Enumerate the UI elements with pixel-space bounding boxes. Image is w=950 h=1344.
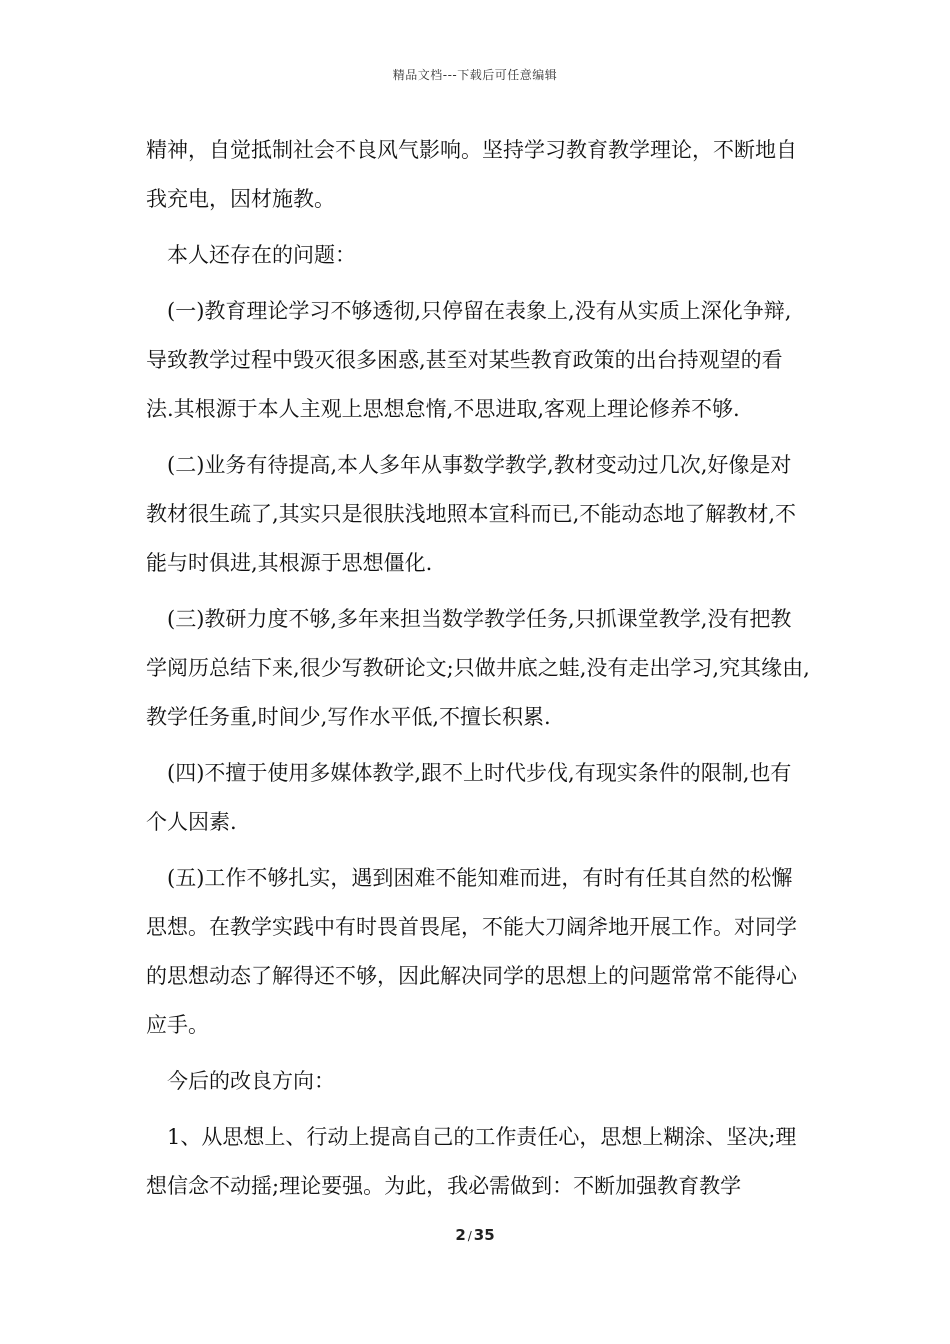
paragraph-problem-4: (四)不擅于使用多媒体教学,跟不上时代步伐,有现实条件的限制,也有个人因素. bbox=[146, 761, 792, 834]
current-page-number: 2 bbox=[455, 1226, 466, 1244]
document-body bbox=[146, 126, 810, 1211]
paragraph-problem-1: (一)教育理论学习不够透彻,只停留在表象上,没有从实质上深化争辩,导致教学过程中毁灭很多困惑,甚至对某些教育政策的出台持观望的看法.其根源于本人主观上思想怠惰,不思进取,客观上理论修养不够. bbox=[146, 299, 792, 421]
paragraph-improvement-heading: 今后的改良方向： bbox=[167, 1069, 335, 1093]
page-separator: / bbox=[467, 1229, 472, 1243]
paragraph-improvement-1: 1、从思想上、行动上提高自己的工作责任心，思想上糊涂、坚决;理想信念不动摇;理论要强。为此，我必需做到：不断加强教育教学 bbox=[146, 1125, 797, 1198]
paragraph-continuation: 精神，自觉抵制社会不良风气影响。坚持学习教育教学理论，不断地自我充电，因材施教。 bbox=[146, 138, 797, 211]
paragraph-problems-heading: 本人还存在的问题： bbox=[167, 243, 356, 267]
page-number bbox=[0, 1226, 950, 1244]
page-header: 精品文档---下载后可任意编辑 bbox=[392, 68, 558, 82]
paragraph-problem-2: (二)业务有待提高,本人多年从事数学教学,教材变动过几次,好像是对教材很生疏了,其实只是很肤浅地照本宣科而已,不能动态地了解教材,不能与时俱进,其根源于思想僵化. bbox=[146, 453, 797, 575]
total-page-count: 35 bbox=[473, 1226, 495, 1244]
paragraph-problem-5: (五)工作不够扎实，遇到困难不能知难而进，有时有任其自然的松懈思想。在教学实践中有时畏首畏尾，不能大刀阔斧地开展工作。对同学的思想动态了解得还不够，因此解决同学的思想上的问题常常不能得心应手。 bbox=[146, 866, 797, 1037]
paragraph-problem-3: (三)教研力度不够,多年来担当数学教学任务,只抓课堂教学,没有把教学阅历总结下来,很少写教研论文;只做井底之蛙,没有走出学习,究其缘由,教学任务重,时间少,写作水平低,不擅长积累. bbox=[146, 607, 810, 729]
